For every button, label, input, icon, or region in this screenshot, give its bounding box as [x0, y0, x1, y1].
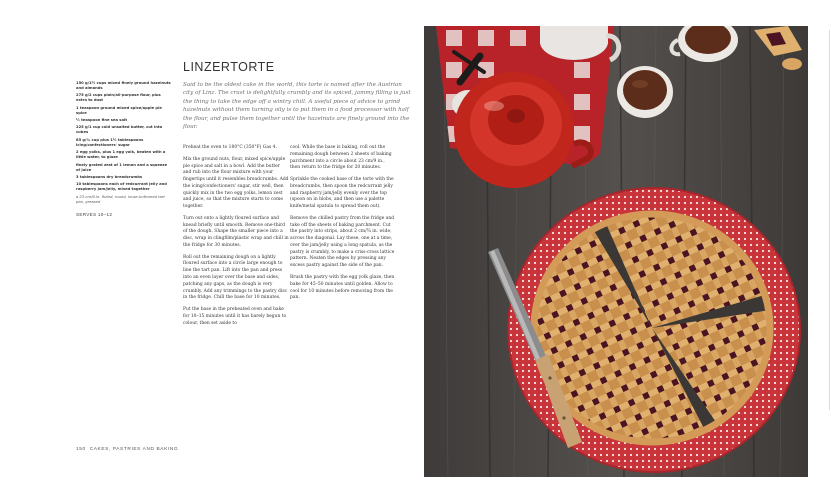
- method-step: Sprinkle the cooked base of the torte with the breadcrumbs, then spoon the redcurrant jelly and raspberry jam/jelly evenly over the top (spoon on in blobs, and then use a palette knife/metal spatula to spread them out).: [290, 177, 394, 210]
- ingredients-list: [76, 81, 172, 218]
- method-column-left: [183, 145, 289, 332]
- method-step: Brush the pastry with the egg yolk glaze, then bake for 45–50 minutes until golden. Allow to cool for 10 minutes before removing from the pan.: [290, 275, 395, 301]
- recipe-title: LINZERTORTE: [183, 60, 275, 74]
- method-step: Turn out onto a lightly floured surface and knead briefly until smooth. Remove one-third of the dough. Shape the smaller piece into a disc, wrap in clingfilm/plastic wrap and chill in the fridge for 30 minutes.: [183, 215, 289, 248]
- method-step: Preheat the oven to 180°C (350°F) Gas 4.: [183, 145, 277, 150]
- ingredient: 85 g/¾ cup plus 1½ tablespoons icing/confectioners' sugar: [76, 137, 144, 147]
- ingredient: 275 g/2 cups plain/all-purpose flour, plus extra to dust: [76, 93, 161, 103]
- teacup-middle: [617, 66, 673, 118]
- method-step: Remove the chilled pastry from the fridge and take off the sheets of baking parchment. Cut the pastry into strips, about 2 cm/¾ in. wide, across the diagonal. Lay these, one at a time, over the jam/jelly using a long spatula, as the pastry is crumbly, to make a criss-cross lattice pattern. Neaten the edges by pressing any excess pastry against the side of the pan.: [290, 215, 395, 269]
- method-step: Roll out the remaining dough on a lightly floured surface into a circle large enough to line the tart pan. Lift into the pan and press into an even layer over the base and sides, patching any gaps, as the dough is very crumbly. Add any trimmings to the pastry disc in the fridge. Chill the base for 10 minutes.: [183, 254, 288, 301]
- page-footer: [76, 447, 178, 452]
- recipe-intro: Said to be the oldest cake in the world, this torte is named after the Austrian city of Linz. The crust is delightfully crumbly and its spiced, jammy filling is just the thing to take the edge off a wintry chill. A useful piece of advice to grind hazelnuts without them turning oily is to put them in a food processor with half the flour, and pulse them together until the hazelnuts are finely ground into the flour.: [183, 82, 411, 130]
- ingredient: ½ teaspoon fine sea salt: [76, 118, 127, 123]
- serves: SERVES 10–12: [76, 211, 113, 217]
- method-step: cool. While the base is baking, roll out the remaining dough between 2 sheets of baking parchment into a circle about 23 cm/9 in., then return to the fridge for 20 minutes.: [290, 145, 392, 171]
- ingredient: 2 egg yolks, plus 1 egg yolk, beaten with a little water, to glaze: [76, 150, 166, 160]
- page-edge-divider: [829, 30, 830, 410]
- linzertorte-photo: [424, 26, 808, 477]
- ingredient: 1 teaspoon ground mixed spice/apple pie spice: [76, 105, 162, 115]
- method-step: Put the base in the preheated oven and bake for 10–15 minutes until it has barely begun to colour, then set aside to: [183, 307, 287, 326]
- ingredient: 150 g/1½ cups mixed finely ground hazelnuts and almonds: [76, 81, 171, 90]
- ingredient: 225 g/1 cup cold unsalted butter, cut into cubes: [76, 125, 163, 135]
- ingredient: 10 tablespoons each of redcurrant jelly and raspberry jam/jelly, mixed together: [76, 182, 167, 192]
- method-column-right: [290, 145, 396, 307]
- tin-note: a 23-cm/9-in. fluted, round, loose-bottomed tart pan, greased: [76, 194, 165, 204]
- ingredient: 3 tablespoons dry breadcrumbs: [76, 174, 143, 179]
- ingredient: finely grated zest of 1 lemon and a squeeze of juice: [76, 162, 168, 172]
- page-number: 150: [76, 447, 86, 452]
- section-name: CAKES, PASTRIES AND BAKING: [89, 447, 179, 452]
- method-step: Mix the ground nuts, flour, mixed spice/apple pie spice and salt in a bowl. Add the butter and rub into the flour mixture with your fingertips until it resembles breadcrumbs. Add the icing/confectioners' sugar, stir well, then quickly mix in the two egg yolks, lemon zest and juice, so that the mixture starts to come together.: [183, 156, 289, 210]
